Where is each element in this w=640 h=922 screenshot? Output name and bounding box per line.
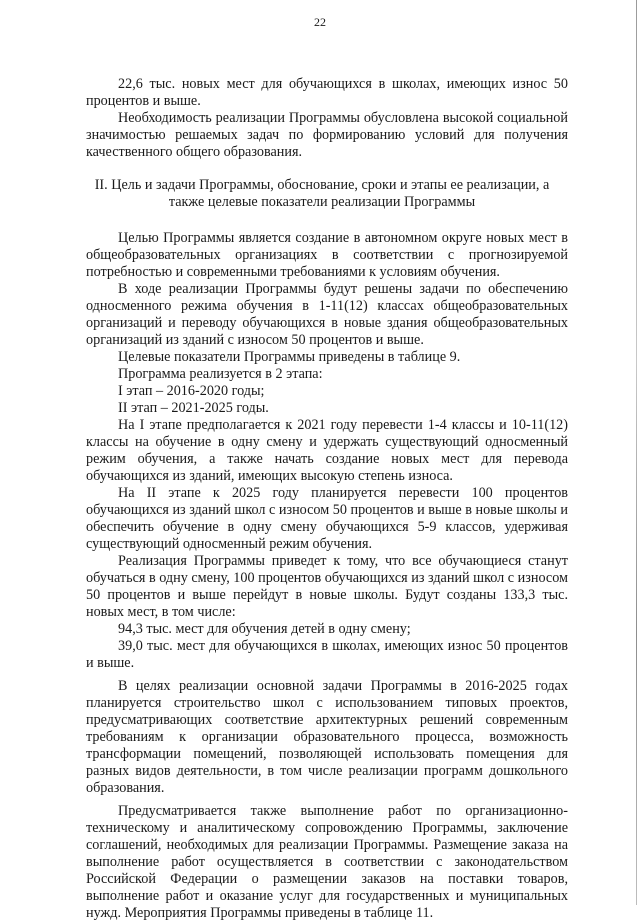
paragraph: В целях реализации основной задачи Программы в 2016-2025 годах планируется строительство школ с использованием типовых проектов, предусматривающих соответствие архитектурных решений современным требованиям к организации образовательного процесса, возможность трансформации помещений, позволяющей использовать помещения для разных видов деятельности, в том числе реализации программ дошкольного образования. [86, 678, 568, 796]
section-heading: II. Цель и задачи Программы, обоснование, сроки и этапы ее реализации, а также целевые показатели реализации Программы [94, 177, 550, 210]
paragraph: На I этапе предполагается к 2021 году перевести 1-4 классы и 10-11(12) классы на обучение в одну смену и удержать существующий односменный режим обучения, а также начать создание новых мест для перевода обучающихся из зданий, имеющих высокую степень износа. [86, 417, 568, 484]
scan-edge [636, 0, 637, 905]
list-item: I этап – 2016-2020 годы; [118, 383, 265, 399]
paragraph: На II этапе к 2025 году планируется перевести 100 процентов обучающихся из зданий школ с износом 50 процентов и выше в новые школы и обеспечить обучение в одну смену обучающихся 5-9 классов, удерживая существующий односменный режим обучения. [86, 485, 569, 552]
list-item: II этап – 2021-2025 годы. [118, 400, 269, 416]
paragraph: 22,6 тыс. новых мест для обучающихся в школах, имеющих износ 50 процентов и выше. [86, 76, 568, 109]
page-body [86, 76, 568, 922]
paragraph: Реализация Программы приведет к тому, что все обучающиеся станут обучаться в одну смену, 100 процентов обучающихся из зданий школ с износом 50 процентов и выше перейдут в новые школы. Будут созданы 133,3 тыс. новых мест, в том числе: [86, 553, 568, 620]
paragraph: В ходе реализации Программы будут решены задачи по обеспечению односменного режима обучения в 1-11(12) классах общеобразовательных организаций и переводу обучающихся в новые здания общеобразовательных организаций из зданий с износом 50 процентов и выше. [86, 281, 568, 348]
list-item: 39,0 тыс. мест для обучающихся в школах, имеющих износ 50 процентов и выше. [86, 638, 568, 671]
page-number: 22 [314, 15, 326, 29]
paragraph: Целевые показатели Программы приведены в таблице 9. [118, 349, 461, 365]
paragraph: Целью Программы является создание в автономном округе новых мест в общеобразовательных организациях в соответствии с прогнозируемой потребностью и современными требованиями к условиям обучения. [86, 230, 568, 280]
paragraph: Программа реализуется в 2 этапа: [118, 366, 323, 382]
list-item: 94,3 тыс. мест для обучения детей в одну смену; [118, 621, 411, 637]
paragraph: Предусматривается также выполнение работ по организационно-техническому и аналитическому сопровождению Программы, заключение соглашений, необходимых для реализации Программы. Размещение заказа на выполнение работ осуществляется в соответствии с законодательством Российской Федерации о размещении заказов на поставки товаров, выполнение работ и оказание услуг для государственных и муниципальных нужд. Мероприятия Программы приведены в таблице 11. [86, 803, 568, 921]
paragraph: Необходимость реализации Программы обусловлена высокой социальной значимостью решаемых задач по формированию условий для получения качественного общего образования. [86, 110, 568, 160]
